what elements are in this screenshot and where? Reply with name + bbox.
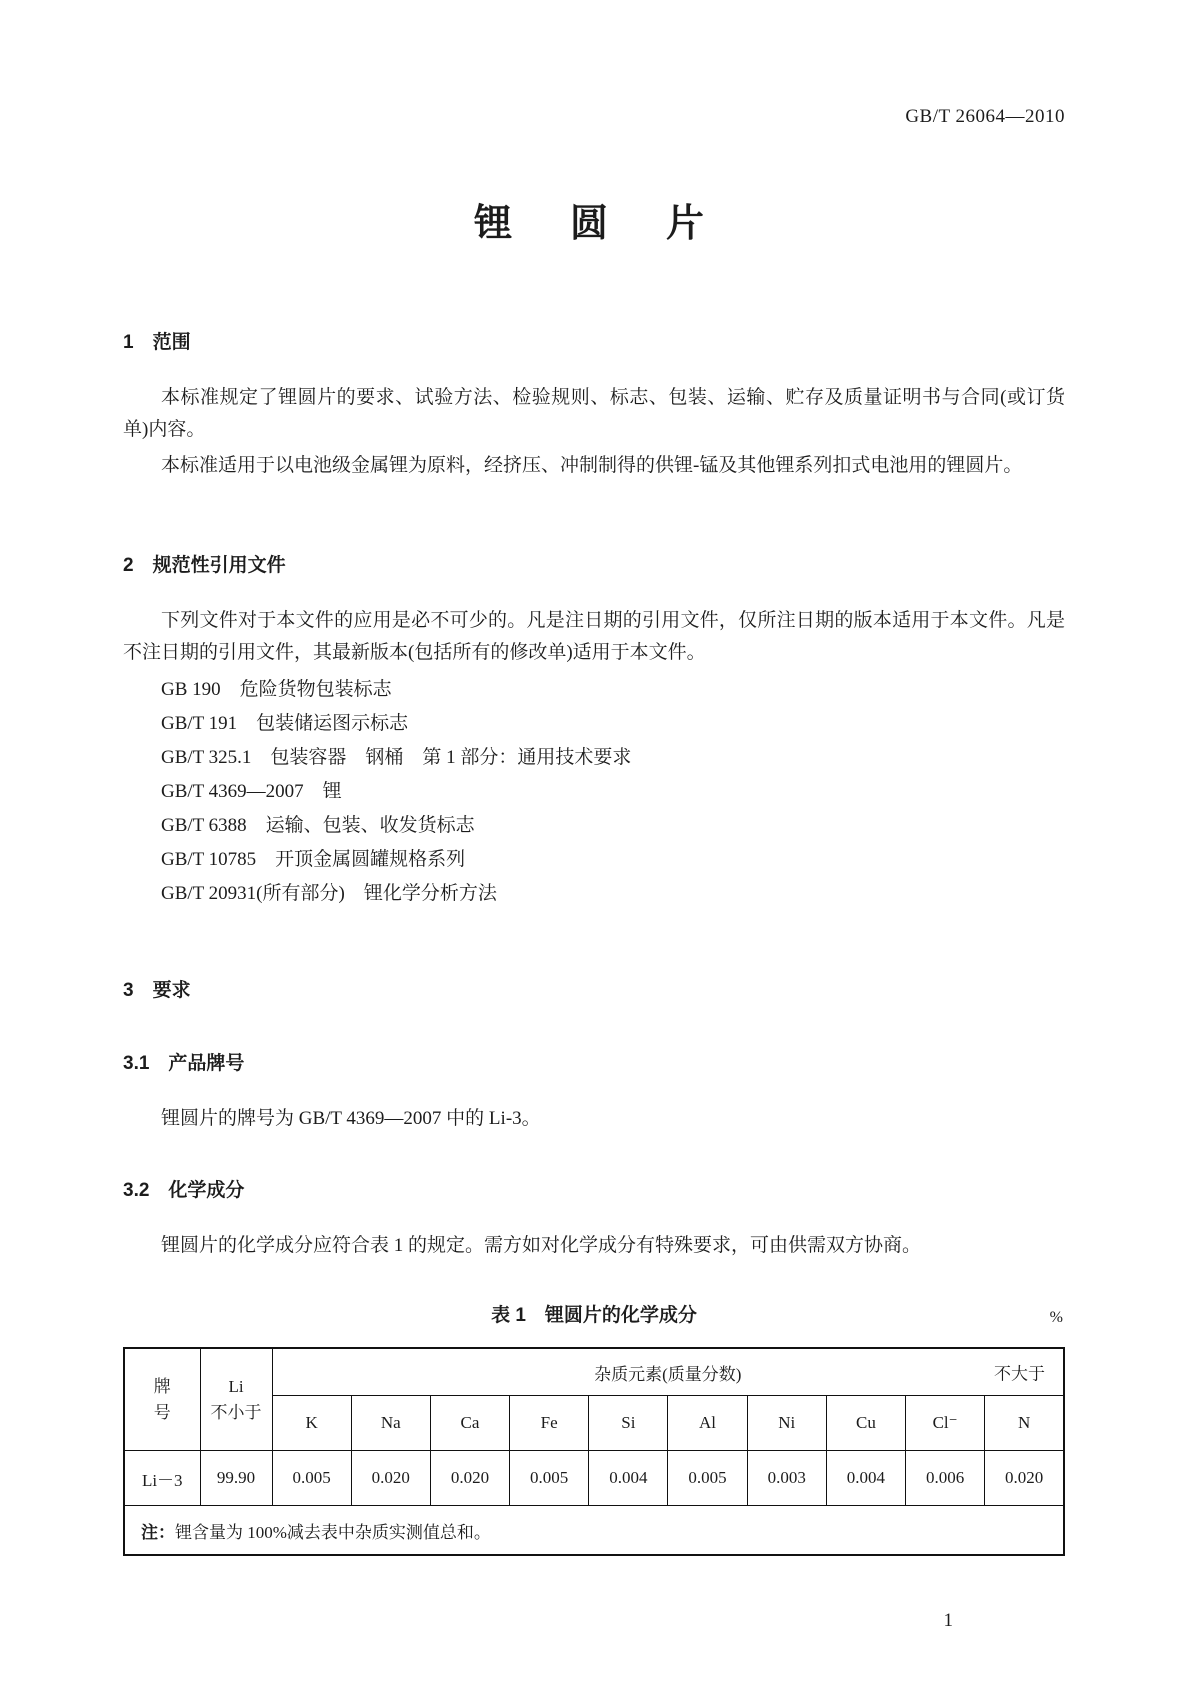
section-3-2-heading: 3.2 化学成分 [123,1180,245,1201]
references-list [123,673,1065,911]
table-header-element: Al [668,1396,747,1451]
table-header-element: Si [589,1396,668,1451]
reference-item: GB/T 6388 运输、包装、收发货标志 [161,815,475,836]
table-header-element: Cu [826,1396,905,1451]
section-1-heading: 1 范围 [123,332,191,353]
table-header-element: Ni [747,1396,826,1451]
table-header-element: Ca [430,1396,509,1451]
section-3-1-heading: 3.1 产品牌号 [123,1053,245,1074]
table-header-li-min: Li 不小于 [200,1348,272,1451]
table-1-caption [123,1300,1065,1327]
cell-value: 0.020 [430,1451,509,1506]
table-header-brand: 牌 号 [124,1348,200,1451]
section-3-2-paragraph: 锂圆片的化学成分应符合表 1 的规定。需方如对化学成分有特殊要求，可由供需双方协商。 [161,1235,922,1256]
cell-value: 0.003 [747,1451,826,1506]
section-2-heading: 2 规范性引用文件 [123,555,286,576]
chemical-composition-table [123,1347,1065,1556]
page-number: 1 [943,1610,953,1631]
table-1-unit: % [1049,1309,1063,1326]
table-header-element: Na [351,1396,430,1451]
cell-value: 0.005 [510,1451,589,1506]
cell-value: 0.020 [985,1451,1064,1506]
reference-item: GB 190 危险货物包装标志 [161,679,392,700]
cell-li-min: 99.90 [200,1451,272,1506]
standard-number: GB/T 26064—2010 [905,106,1065,127]
table-note: 注：锂含量为 100%减去表中杂质实测值总和。 [124,1506,1064,1556]
cell-value: 0.020 [351,1451,430,1506]
table-header-element: N [985,1396,1064,1451]
section-1-paragraph-1: 本标准规定了锂圆片的要求、试验方法、检验规则、标志、包装、运输、贮存及质量证明书与合同(或订货单)内容。 [123,387,1065,440]
reference-item: GB/T 325.1 包装容器 钢桶 第 1 部分：通用技术要求 [161,747,632,768]
table-header-element: Cl⁻ [906,1396,985,1451]
cell-value: 0.004 [589,1451,668,1506]
cell-value: 0.005 [668,1451,747,1506]
reference-item: GB/T 191 包装储运图示标志 [161,713,409,734]
section-3-1-paragraph: 锂圆片的牌号为 GB/T 4369—2007 中的 Li-3。 [161,1108,541,1129]
section-1-paragraph-2: 本标准适用于以电池级金属锂为原料，经挤压、冲制制得的供锂-锰及其他锂系列扣式电池用的锂圆片。 [161,455,1023,476]
table-1-title: 表 1 锂圆片的化学成分 [491,1305,697,1326]
section-2-paragraph-1: 下列文件对于本文件的应用是必不可少的。凡是注日期的引用文件，仅所注日期的版本适用于本文件。凡是不注日期的引用文件，其最新版本(包括所有的修改单)适用于本文件。 [123,610,1065,663]
table-header-limit: 不大于 [994,1364,1045,1384]
reference-item: GB/T 10785 开顶金属圆罐规格系列 [161,849,466,870]
cell-value: 0.005 [272,1451,351,1506]
reference-item: GB/T 4369—2007 锂 [161,781,342,802]
table-row [124,1451,1064,1506]
table-header-impurities: 杂质元素(质量分数) 不大于 [272,1348,1064,1396]
cell-brand: Li－3 [124,1451,200,1506]
cell-value: 0.004 [826,1451,905,1506]
table-header-element: Fe [510,1396,589,1451]
table-header-element: K [272,1396,351,1451]
reference-item: GB/T 20931(所有部分) 锂化学分析方法 [161,883,497,904]
section-3-heading: 3 要求 [123,980,191,1001]
document-title: 锂 圆 片 [473,203,714,245]
cell-value: 0.006 [906,1451,985,1506]
